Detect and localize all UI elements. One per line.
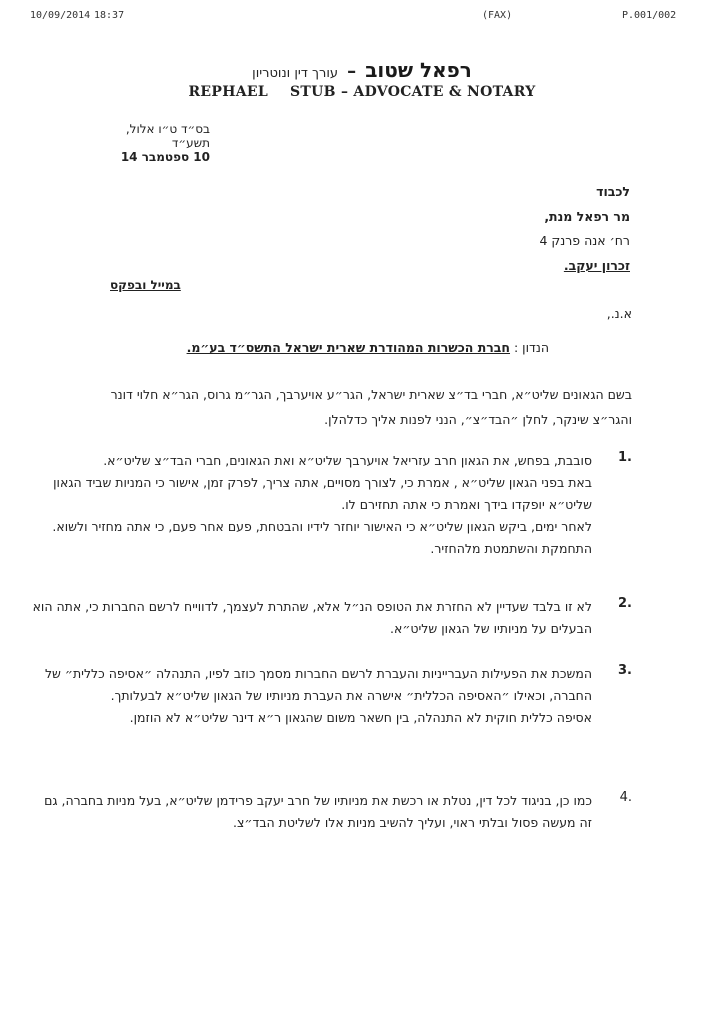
item-body — [32, 596, 592, 640]
item-body — [32, 663, 592, 729]
numbered-item-4 — [32, 790, 632, 834]
item-paragraph: לאחר ימים, ביקש הגאון שליט״א כי האישור יוחזר לידיו והבטחת, פעם אחר פעם, כי אתה מחזיר ולשוא. התחמקת והשתמטת מלהחזיר. — [52, 519, 592, 556]
intro-paragraph: בשם הגאונים שליט״א, חברי בד״צ שארית ישראל, הגר״ע אויערבך, הגר״מ גרוס, הגר״א חלוי דונר והגר״צ שינקר, לחלן ״הבד״צ״, הנני לפנות אליך כדלהלן. — [110, 387, 632, 427]
item-paragraph: באת בפני הגאון שליט״א , אמרת כי, לצורך מסויים, אתה צריך, לפרק זמן, אישור כי המניות שביד הגאון שליט״א יופקדו בידך ואמרת כי אתה תחזירם לו. — [53, 475, 592, 512]
item-paragraph: סובבת, בפחש, את הגאון חרב עזריאל אויערבך שליט״א ואת הגאונים, חברי הבד״צ שליט״א. — [103, 453, 592, 468]
subject-text: חברת הכשרות המהודרת שארית ישראל התשס״ד בע״מ. — [186, 340, 511, 355]
addressee-street: רח׳ אנה פרנק 4 — [539, 233, 630, 248]
letterhead-title-he: עורך דין ונוטריון — [252, 66, 339, 81]
fax-date: 10/09/2014 — [30, 10, 91, 21]
addressee-city: זכרון יעקב. — [563, 257, 630, 273]
item-number: .4 — [619, 790, 632, 805]
item-number: .2 — [618, 596, 632, 611]
fax-header — [0, 10, 724, 26]
salutation: א.נ., — [606, 306, 632, 321]
letterhead-hebrew — [0, 58, 724, 82]
item-body — [32, 450, 592, 560]
fax-page-number: P.001/002 — [622, 10, 677, 21]
item-paragraph: אסיפה כללית חוקית לא התנהלה, בין חשאר משום שהגאון ר״א דינר שליט״א לא הוזמן. — [129, 710, 592, 725]
item-number: .3 — [618, 663, 632, 678]
delivery-method: במייל ובפקס — [110, 278, 181, 292]
item-number: .1 — [618, 450, 632, 465]
fax-time: 18:37 — [94, 10, 125, 21]
fax-label: (FAX) — [482, 10, 513, 21]
item-paragraph: המשכת את הפעילות העברייניות והעברת לרשם החברות מסמך כוזב לפיו, התנהלה ״אסיפה כללית״ של החברה, וכאילו ״האסיפה הכללית״ אישרה את העברת מניותיו של הגאון שליט״א לבעלותך. — [44, 666, 592, 703]
letterhead-name-en-first: REPHAEL — [188, 84, 269, 100]
date-block — [110, 122, 210, 164]
letterhead-english — [0, 84, 724, 100]
item-paragraph: כמו כן, בניגוד לכל דין, נטלת או רכשת את מניותיו של חרב יעקב פרידמן שליט״א, בעל מניות בחברה, גם זה מעשה פסול ובלתי ראוי, ועליך להשיב מניות אלו לשליטת הבד״צ. — [44, 793, 592, 830]
gregorian-date: 10 ספטמבר 14 — [120, 150, 210, 164]
item-paragraph: לא זו בלבד שעדיין לא החזרת את הטופס הנ״ל אלא, שהתרת לעצמך, לדווייח לרשם החברות כי, אתה הוא הבעלים על מניותיו של הגאון שליט״א. — [32, 599, 592, 636]
numbered-item-1 — [32, 450, 632, 560]
numbered-item-2 — [32, 596, 632, 640]
addressee-honorific: לכבוד — [596, 184, 630, 199]
hebrew-date: בס״ד ט״ו אלול, תשע״ד — [125, 122, 210, 150]
letterhead-dash: – — [347, 61, 357, 82]
addressee-name: מר רפאל מנת, — [544, 208, 630, 224]
addressee-block — [430, 180, 630, 278]
letterhead-name-en-rest: STUB – ADVOCATE & NOTARY — [290, 84, 536, 100]
letterhead-name-he: רפאל שטוב — [365, 58, 472, 82]
subject-label: הנדון : — [514, 340, 549, 355]
item-body — [32, 790, 592, 834]
subject-line — [187, 340, 549, 355]
numbered-item-3 — [32, 663, 632, 729]
